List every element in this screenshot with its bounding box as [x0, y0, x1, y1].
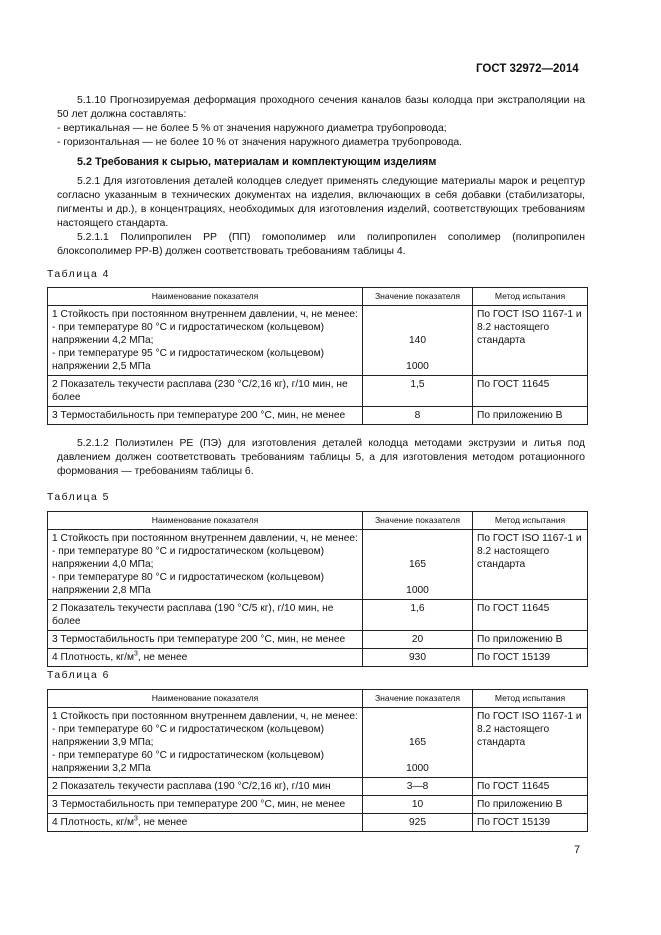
row-name — [48, 530, 363, 600]
table-5-caption: Таблица 5 — [47, 492, 110, 503]
row-method: По ГОСТ ISO 1167-1 и 8.2 настоящего стандарта — [473, 708, 588, 778]
value-2: 1000 — [406, 585, 429, 596]
table-row — [48, 631, 588, 649]
table-row — [48, 708, 588, 778]
row-value: 925 — [363, 814, 473, 832]
density-exponent: 3 — [134, 815, 138, 823]
row-method: По ГОСТ 11645 — [473, 600, 588, 631]
row-value: 1,6 — [363, 600, 473, 631]
page-number: 7 — [574, 844, 581, 856]
table-row — [48, 530, 588, 600]
section-5-2-title: 5.2 Требования к сырью, материалам и комплектующим изделиям — [77, 156, 437, 168]
row-method: По ГОСТ ISO 1167-1 и 8.2 настоящего стандарта — [473, 306, 588, 376]
row-name-line: 1 Стойкость при постоянном внутреннем давлении, ч, не менее: — [52, 711, 358, 722]
row-method: По приложению В — [473, 796, 588, 814]
row-value — [363, 306, 473, 376]
row-value: 930 — [363, 649, 473, 667]
row-name-line: - при температуре 80 °С и гидростатическом (кольцевом) напряжении 2,8 МПа — [52, 572, 324, 596]
density-label: 4 Плотность, кг/м — [52, 817, 135, 828]
row-name-line: - при температуре 60 °С и гидростатическом (кольцевом) напряжении 3,9 МПа; — [52, 724, 324, 748]
row-name — [48, 708, 363, 778]
row-method: По приложению В — [473, 631, 588, 649]
document-code: ГОСТ 32972—2014 — [476, 63, 579, 75]
row-name: 3 Термостабильность при температуре 200 °С, мин, не менее — [48, 631, 363, 649]
row-name-line: - при температуре 60 °С и гидростатическом (кольцевом) напряжении 3,2 МПа — [52, 750, 324, 774]
row-method: По ГОСТ 15139 — [473, 649, 588, 667]
row-value: 8 — [363, 407, 473, 425]
column-header-name: Наименование показателя — [48, 690, 363, 708]
row-name: 2 Показатель текучести расплава (190 °С/2,16 кг), г/10 мин — [48, 778, 363, 796]
table-row — [48, 376, 588, 407]
row-name: 3 Термостабильность при температуре 200 °С, мин, не менее — [48, 407, 363, 425]
row-value: 3—8 — [363, 778, 473, 796]
row-method: По приложению В — [473, 407, 588, 425]
density-suffix: , не менее — [137, 817, 188, 828]
clause-5-2-1 — [57, 175, 585, 259]
value-1: 140 — [409, 335, 426, 346]
clause-5-2-1-2 — [57, 437, 585, 479]
row-name-line: - при температуре 80 °С и гидростатическом (кольцевом) напряжении 4,0 МПа; — [52, 546, 324, 570]
clause-5-1-10-text: 5.1.10 Прогнозируемая деформация проходного сечения каналов базы колодца при экстраполяции на 50 лет должна составлять: — [57, 95, 585, 120]
table-6-caption: Таблица 6 — [47, 670, 110, 681]
table-row — [48, 306, 588, 376]
row-name-line: - при температуре 80 °С и гидростатическом (кольцевом) напряжении 4,2 МПа; — [52, 322, 324, 346]
table-row — [48, 778, 588, 796]
table-4 — [47, 287, 588, 425]
column-header-value: Значение показателя — [363, 690, 473, 708]
table-header-row — [48, 690, 588, 708]
column-header-name: Наименование показателя — [48, 512, 363, 530]
deformation-horizontal: - горизонтальная — не более 10 % от значения наружного диаметра трубопровода. — [57, 137, 463, 148]
column-header-method: Метод испытания — [473, 288, 588, 306]
row-name-line: 1 Стойкость при постоянном внутреннем давлении, ч, не менее: — [52, 533, 358, 544]
row-name — [48, 814, 363, 832]
table-row — [48, 814, 588, 832]
column-header-method: Метод испытания — [473, 512, 588, 530]
density-exponent: 3 — [134, 650, 138, 658]
value-1: 165 — [409, 559, 426, 570]
row-method: По ГОСТ 11645 — [473, 376, 588, 407]
density-label: 4 Плотность, кг/м — [52, 652, 135, 663]
value-2: 1000 — [406, 361, 429, 372]
row-name: 2 Показатель текучести расплава (190 °С/5 кг), г/10 мин, не более — [48, 600, 363, 631]
density-suffix: , не менее — [137, 652, 188, 663]
row-name: 2 Показатель текучести расплава (230 °С/2,16 кг), г/10 мин, не более — [48, 376, 363, 407]
clause-5-1-10 — [57, 94, 585, 150]
column-header-method: Метод испытания — [473, 690, 588, 708]
table-4-caption: Таблица 4 — [47, 269, 110, 280]
column-header-name: Наименование показателя — [48, 288, 363, 306]
deformation-vertical: - вертикальная — не более 5 % от значения наружного диаметра трубопровода; — [57, 123, 447, 134]
table-row — [48, 407, 588, 425]
column-header-value: Значение показателя — [363, 288, 473, 306]
row-value — [363, 530, 473, 600]
table-row — [48, 600, 588, 631]
table-row — [48, 796, 588, 814]
table-row — [48, 649, 588, 667]
table-header-row — [48, 288, 588, 306]
row-method: По ГОСТ ISO 1167-1 и 8.2 настоящего стандарта — [473, 530, 588, 600]
clause-5-2-1-text: 5.2.1 Для изготовления деталей колодцев следует применять следующие материалы марок и рецептур согласно указанным в технических документах на изделия, включающих в себя добавки (стабилизаторы, пигменты и др.), в концентрациях, необходимых для изготовления изделий, соответствующих требованиям настоящего стандарта. — [57, 176, 585, 229]
clause-5-2-1-1-text: 5.2.1.1 Полипропилен РР (ПП) гомополимер или полипропилен сополимер (полипропилен блоксополимер РР-В) должен соответствовать требованиям таблицы 4. — [57, 232, 585, 257]
row-name: 3 Термостабильность при температуре 200 °С, мин, не менее — [48, 796, 363, 814]
table-6 — [47, 689, 588, 832]
value-2: 1000 — [406, 763, 429, 774]
table-5 — [47, 511, 588, 667]
row-name — [48, 649, 363, 667]
column-header-value: Значение показателя — [363, 512, 473, 530]
row-value: 20 — [363, 631, 473, 649]
clause-5-2-1-2-text: 5.2.1.2 Полиэтилен РЕ (ПЭ) для изготовления деталей колодца методами экструзии и литья под давлением должен соответствовать требованиям таблицы 5, а для изготовления методом ротационного формования — требованиям таблицы 6. — [57, 438, 585, 477]
row-value — [363, 708, 473, 778]
row-method: По ГОСТ 11645 — [473, 778, 588, 796]
table-header-row — [48, 512, 588, 530]
row-value: 1,5 — [363, 376, 473, 407]
row-name-line: 1 Стойкость при постоянном внутреннем давлении, ч, не менее: — [52, 309, 358, 320]
row-method: По ГОСТ 15139 — [473, 814, 588, 832]
row-value: 10 — [363, 796, 473, 814]
value-1: 165 — [409, 737, 426, 748]
row-name — [48, 306, 363, 376]
row-name-line: - при температуре 95 °С и гидростатическом (кольцевом) напряжении 2,5 МПа — [52, 348, 324, 372]
